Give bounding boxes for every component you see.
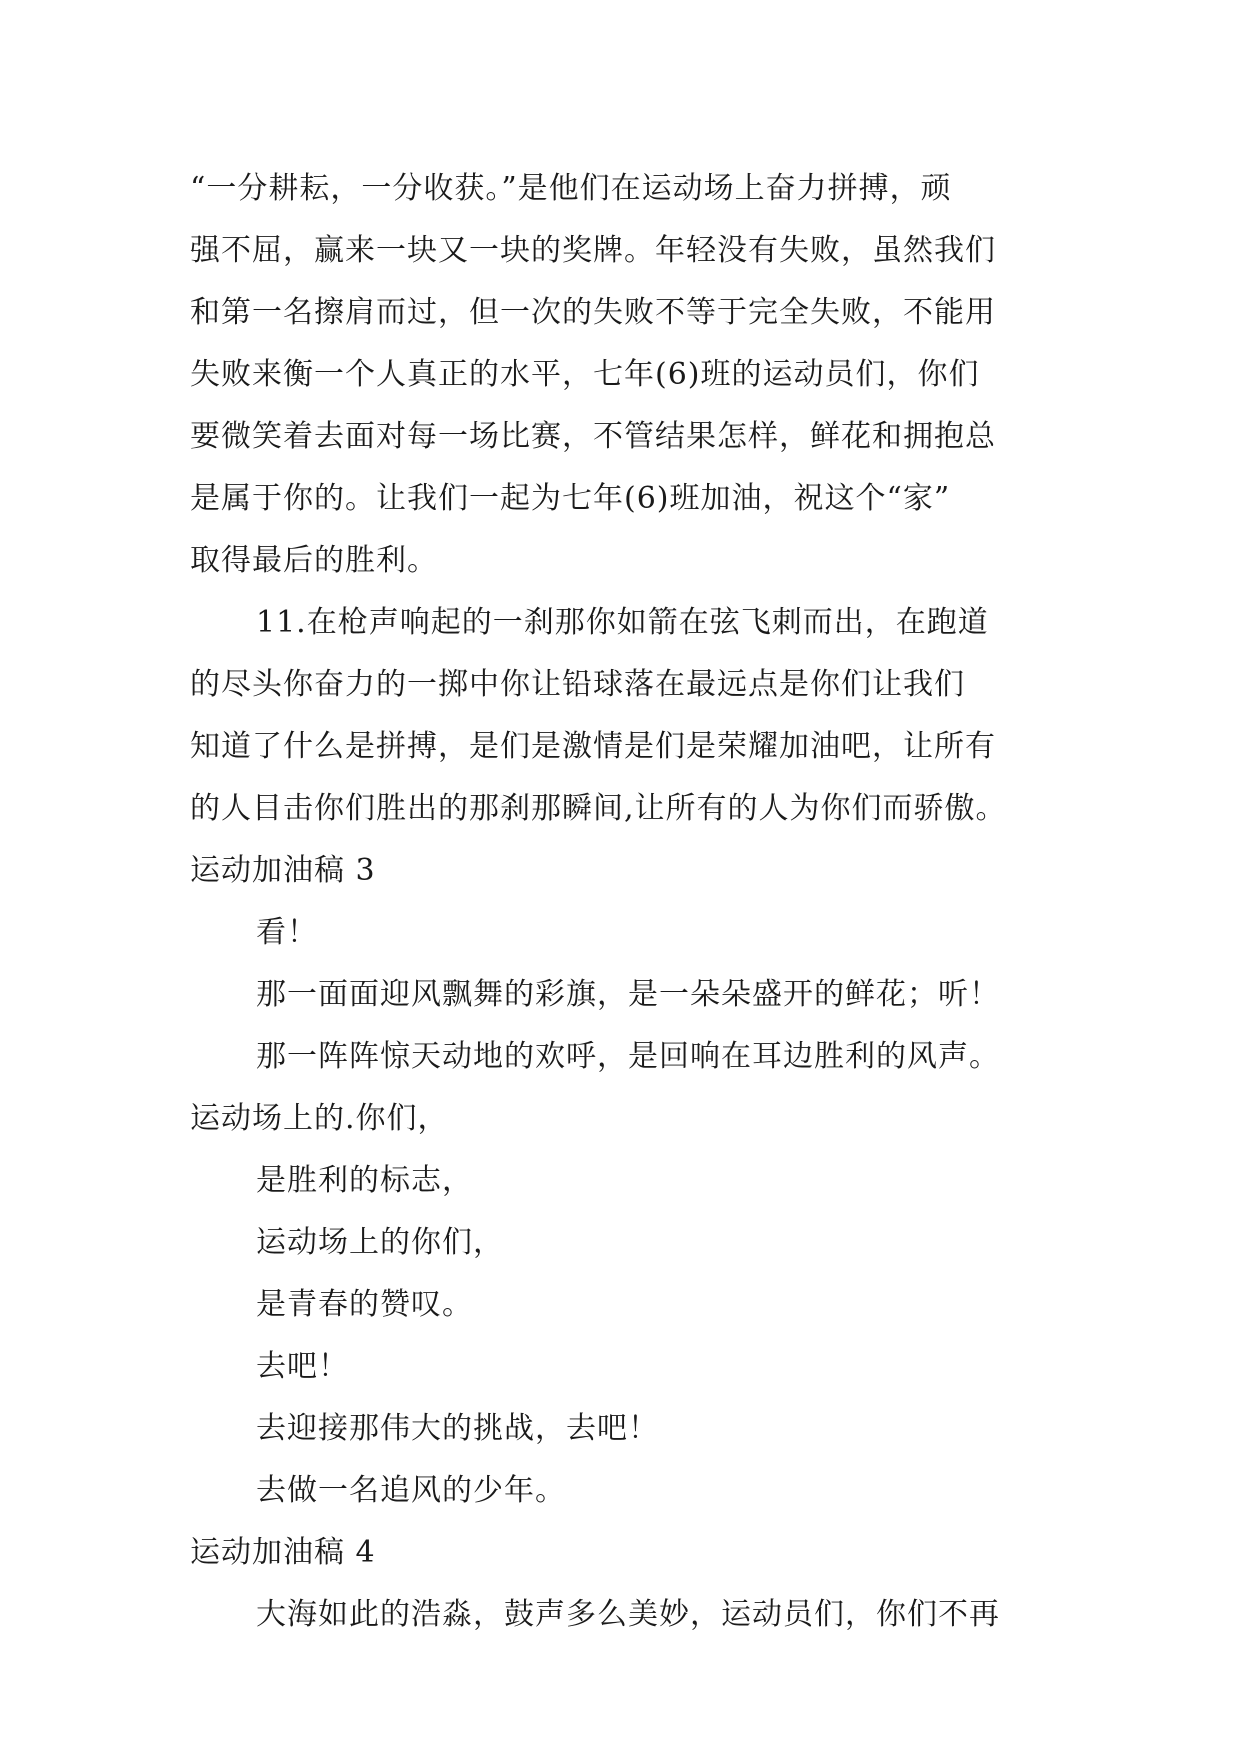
text-line: 取得最后的胜利。 bbox=[190, 543, 438, 578]
section-heading: 运动加油稿 4 bbox=[190, 1535, 376, 1570]
poem-line: 运动场上的你们， bbox=[256, 1225, 504, 1260]
poem-line: 那一阵阵惊天动地的欢呼，是回响在耳边胜利的风声。 bbox=[256, 1039, 1000, 1074]
text-line: 和第一名擦肩而过，但一次的失败不等于完全失败，不能用 bbox=[190, 295, 996, 330]
text-line: 强不屈，赢来一块又一块的奖牌。年轻没有失败，虽然我们 bbox=[190, 233, 996, 268]
paragraph-start-line: 大海如此的浩淼，鼓声多么美妙，运动员们，你们不再 bbox=[256, 1597, 1000, 1632]
text-line: 失败来衡一个人真正的水平，七年(6)班的运动员们，你们 bbox=[190, 357, 980, 392]
document-body bbox=[190, 158, 1070, 1646]
section-heading: 运动加油稿 3 bbox=[190, 853, 376, 888]
poem-line: 运动场上的.你们， bbox=[190, 1101, 449, 1136]
text-line: 的尽头你奋力的一掷中你让铅球落在最远点是你们让我们 bbox=[190, 667, 965, 702]
poem-line: 那一面面迎风飘舞的彩旗，是一朵朵盛开的鲜花；听！ bbox=[256, 977, 1000, 1012]
text-line: “一分耕耘，一分收获。”是他们在运动场上奋力拼搏，顽 bbox=[190, 171, 952, 206]
poem-line: 去迎接那伟大的挑战，去吧！ bbox=[256, 1411, 659, 1446]
poem-line: 去吧！ bbox=[256, 1349, 349, 1384]
poem-line: 是胜利的标志， bbox=[256, 1163, 473, 1198]
poem-line: 去做一名追风的少年。 bbox=[256, 1473, 566, 1508]
poem-line: 看！ bbox=[256, 915, 318, 950]
text-line: 要微笑着去面对每一场比赛，不管结果怎样，鲜花和拥抱总 bbox=[190, 419, 996, 454]
poem-line: 是青春的赞叹。 bbox=[256, 1287, 473, 1322]
paragraph-start-line: 11.在枪声响起的一刹那你如箭在弦飞刺而出，在跑道 bbox=[256, 605, 989, 640]
text-line: 的人目击你们胜出的那刹那瞬间,让所有的人为你们而骄傲。 bbox=[190, 791, 1007, 826]
text-line: 知道了什么是拼搏，是们是激情是们是荣耀加油吧，让所有 bbox=[190, 729, 996, 764]
text-line: 是属于你的。让我们一起为七年(6)班加油，祝这个“家” bbox=[190, 481, 951, 516]
